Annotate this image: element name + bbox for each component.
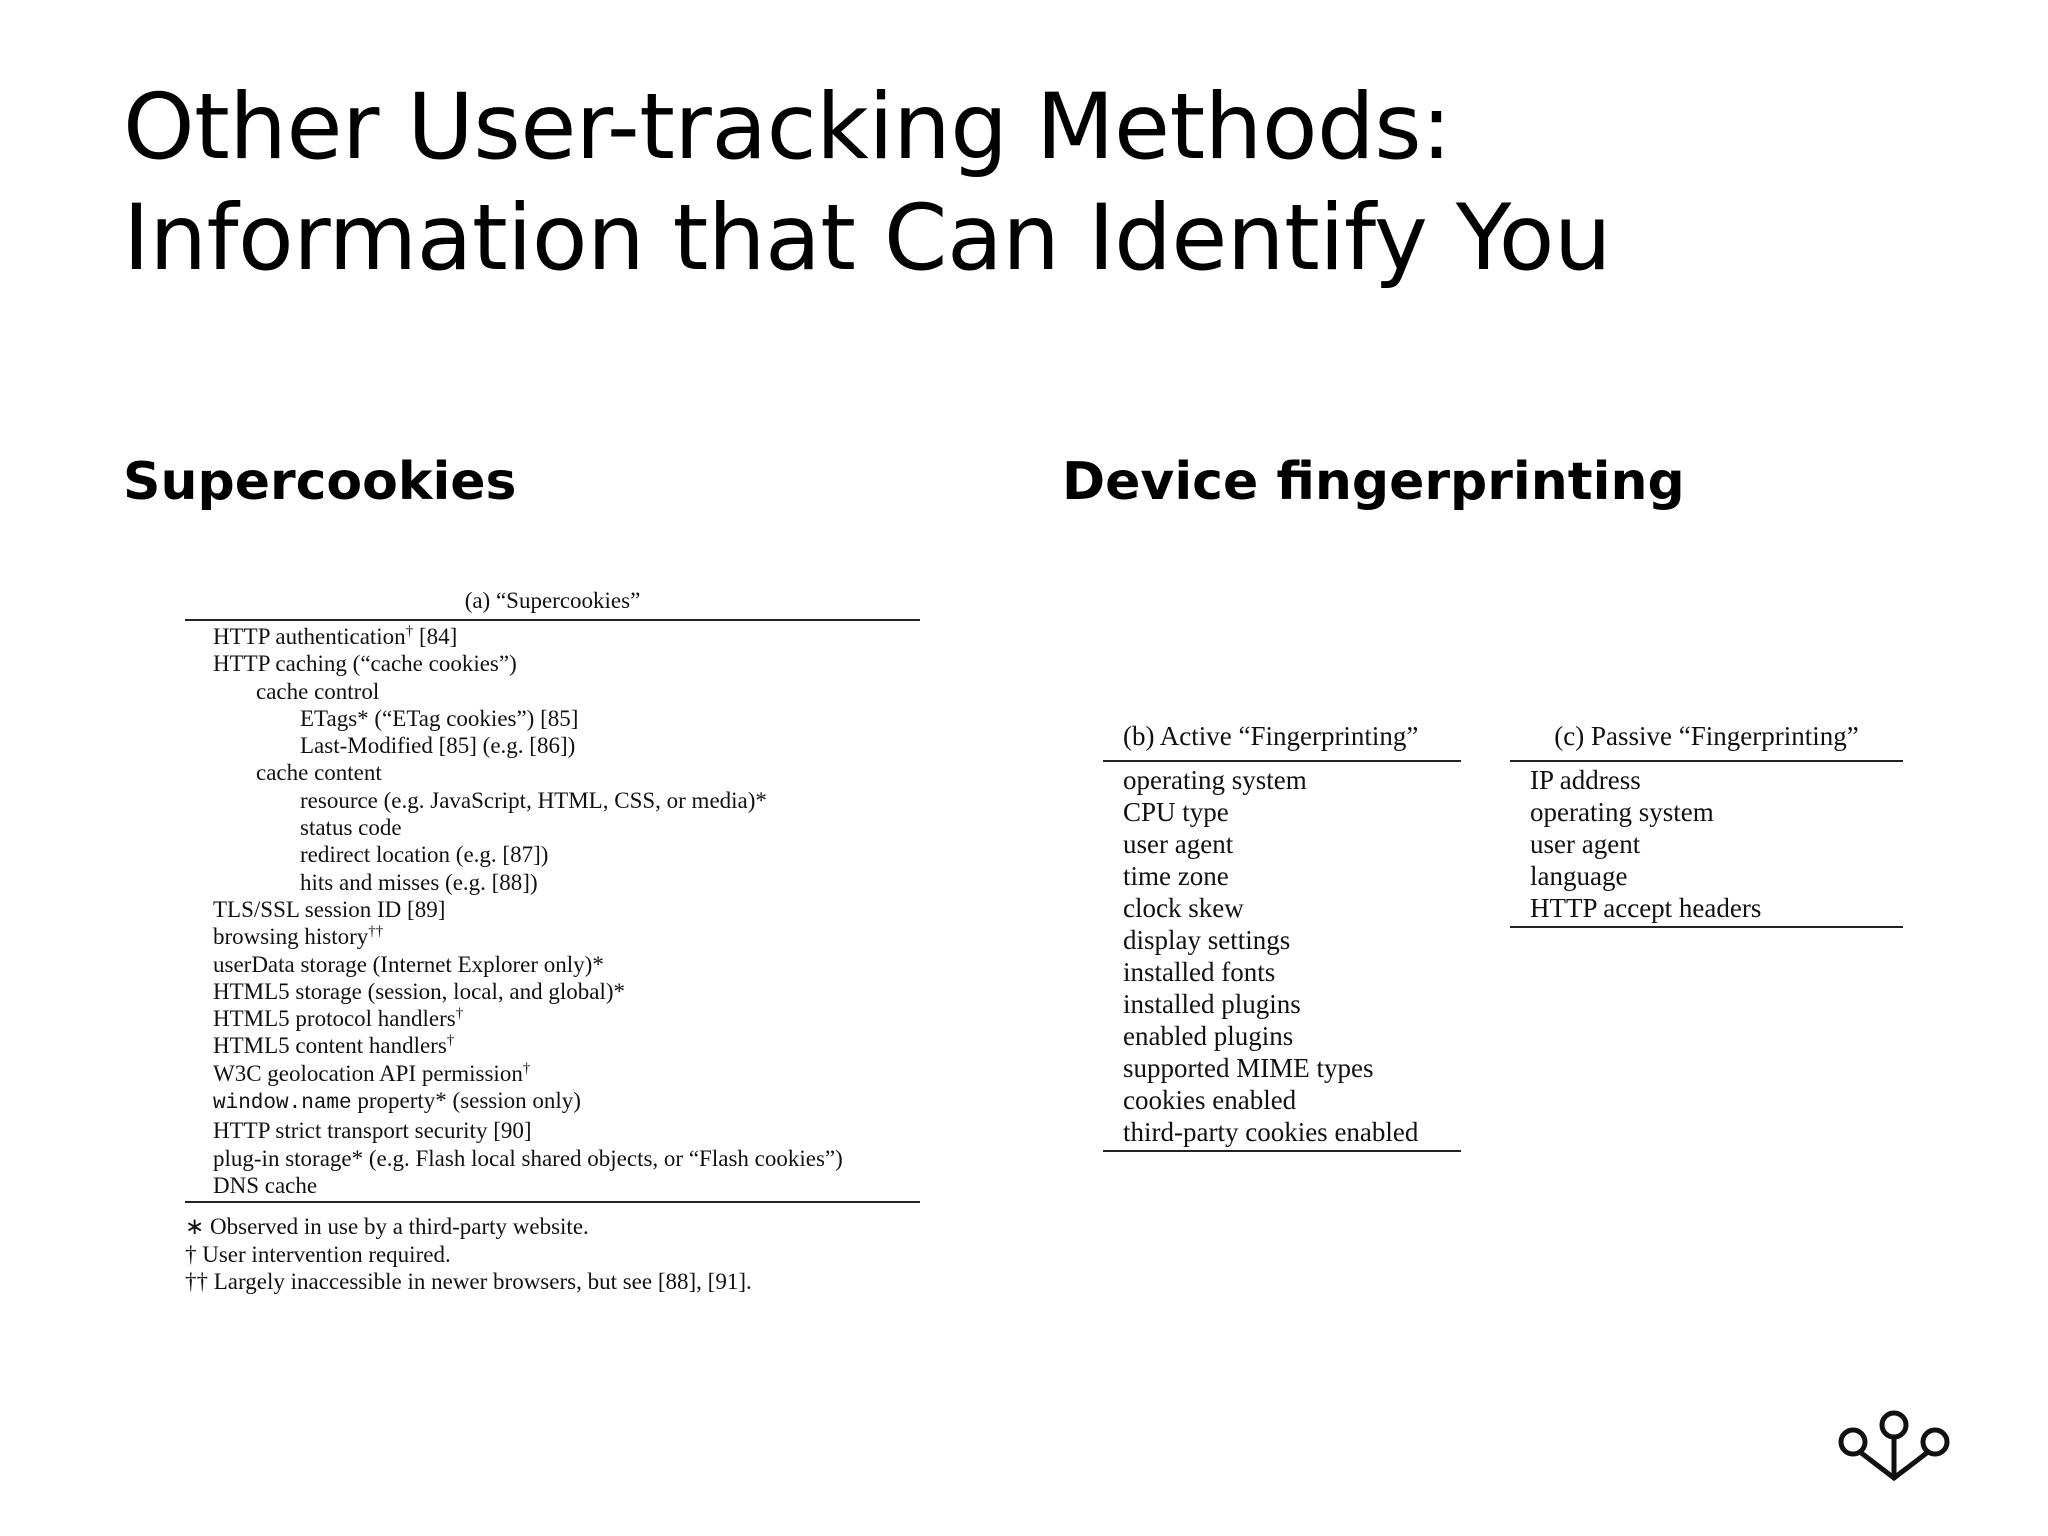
table-row: cache control	[256, 678, 380, 704]
table-row: cookies enabled	[1123, 1085, 1297, 1115]
tree-nodes-logo-icon	[1838, 1410, 1950, 1484]
table-row: userData storage (Internet Explorer only)*	[213, 951, 604, 977]
table-row: browsing history††	[213, 923, 384, 950]
table-row: HTML5 protocol handlers†	[213, 1005, 464, 1032]
active-fingerprinting-body	[1103, 762, 1461, 1150]
table-row: IP address	[1530, 765, 1641, 795]
device-fingerprinting-heading: Device fingerprinting	[1062, 452, 1685, 512]
table-row: redirect location (e.g. [87])	[300, 842, 549, 868]
table-row: operating system	[1123, 765, 1307, 795]
footnote: †† Largely inaccessible in newer browsers, but see [88], [91].	[185, 1269, 752, 1295]
supercookies-table-caption: (a) “Supercookies”	[464, 588, 641, 613]
table-row: plug-in storage* (e.g. Flash local shared objects, or “Flash cookies”)	[213, 1145, 843, 1171]
table-row: W3C geolocation API permission†	[213, 1060, 531, 1086]
table-row: CPU type	[1123, 797, 1229, 827]
supercookies-table-body	[185, 621, 920, 1201]
table-rule-bottom	[1103, 1150, 1461, 1152]
table-footnotes	[185, 1203, 920, 1296]
table-row: language	[1530, 861, 1628, 891]
table-row: window.name property* (session only)	[213, 1088, 581, 1116]
table-row: resource (e.g. JavaScript, HTML, CSS, or media)*	[300, 787, 767, 813]
table-row: Last-Modified [85] (e.g. [86])	[300, 733, 576, 759]
table-row: third-party cookies enabled	[1123, 1117, 1419, 1147]
table-row: HTTP caching (“cache cookies”)	[213, 651, 517, 677]
table-row: hits and misses (e.g. [88])	[300, 869, 538, 895]
table-row: enabled plugins	[1123, 1021, 1294, 1051]
table-row: installed plugins	[1123, 989, 1301, 1019]
passive-fingerprinting-table	[1510, 716, 1903, 928]
supercookies-table	[185, 585, 920, 1296]
table-row: time zone	[1123, 861, 1229, 891]
table-row: installed fonts	[1123, 957, 1276, 987]
table-row: ETags* (“ETag cookies”) [85]	[300, 705, 579, 731]
passive-fingerprinting-caption: (c) Passive “Fingerprinting”	[1554, 721, 1859, 751]
table-row: user agent	[1530, 829, 1641, 859]
table-row: HTML5 storage (session, local, and global)*	[213, 978, 625, 1004]
table-row: user agent	[1123, 829, 1234, 859]
supercookies-heading: Supercookies	[123, 452, 517, 512]
passive-fingerprinting-body	[1510, 762, 1903, 926]
table-row: HTML5 content handlers†	[213, 1032, 455, 1059]
table-row: HTTP accept headers	[1530, 893, 1762, 923]
table-row: operating system	[1530, 797, 1714, 827]
table-rule-bottom	[1510, 926, 1903, 928]
active-fingerprinting-table	[1103, 716, 1461, 1152]
table-row: HTTP authentication† [84]	[213, 623, 458, 649]
table-row: DNS cache	[213, 1172, 318, 1198]
table-row: supported MIME types	[1123, 1053, 1374, 1083]
table-row: cache content	[256, 760, 382, 786]
active-fingerprinting-caption: (b) Active “Fingerprinting”	[1123, 721, 1419, 751]
table-row: status code	[300, 815, 402, 841]
table-row: HTTP strict transport security [90]	[213, 1118, 532, 1144]
table-row: display settings	[1123, 925, 1291, 955]
footnote: † User intervention required.	[185, 1241, 451, 1267]
table-row: TLS/SSL session ID [89]	[213, 896, 446, 922]
table-row: clock skew	[1123, 893, 1244, 923]
footnote: ∗ Observed in use by a third-party website.	[185, 1214, 589, 1240]
slide-title: Other User-tracking Methods: Information that Can Identify You	[123, 75, 1612, 291]
